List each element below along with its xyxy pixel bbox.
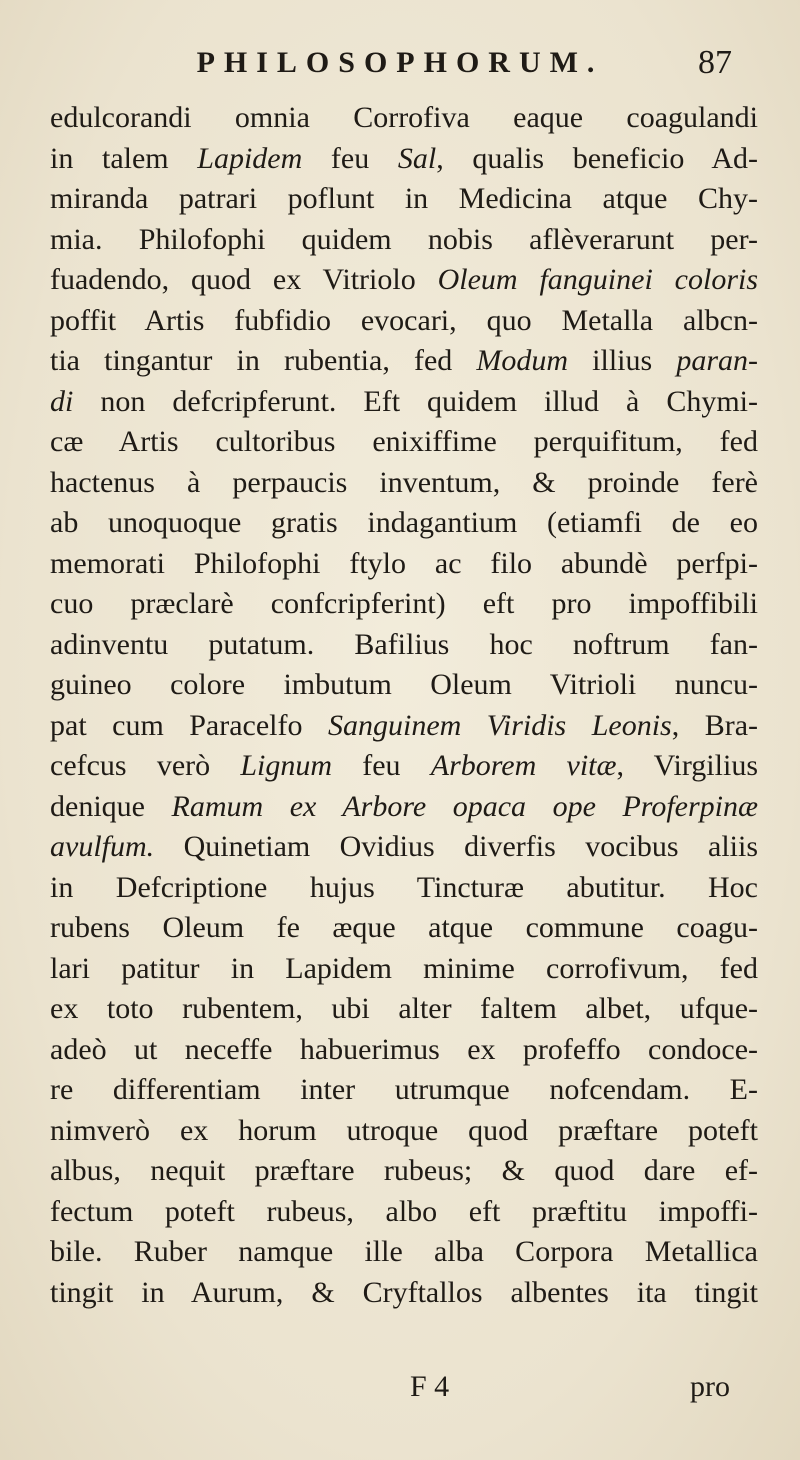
text-segment: miranda patrari poflunt in Medicina atque Chy- [50, 182, 758, 215]
text-segment: mia. Philofophi quidem nobis aflèverarunt per- [50, 222, 758, 256]
text-segment: in Defcriptione hujus Tincturæ abutitur. Hoc [50, 870, 758, 904]
text-segment: re differentiam inter utrumque nofcendam. E- [50, 1073, 758, 1106]
text-segment: rubens Oleum fe æque atque commune coagu- [50, 911, 758, 944]
text-segment: nimverò ex horum utroque quod præftare poteft [50, 1113, 758, 1147]
text-segment: in talem [50, 141, 198, 175]
text-segment: fectum poteft rubeus, albo eft præftitu impoffi- [50, 1194, 758, 1228]
text-segment: albus, nequit præftare rubeus; & quod dare ef- [50, 1154, 758, 1187]
text-line [50, 787, 758, 828]
text-line [50, 544, 758, 585]
text-segment: memorati Philofophi ftylo ac filo abundè perfpi- [50, 546, 758, 580]
text-line [50, 422, 758, 463]
body-text [50, 98, 758, 1313]
text-line [50, 1192, 758, 1233]
text-segment: lari patitur in Lapidem minime corrofivum, fed [50, 951, 758, 985]
italic-segment: Sanguinem Viridis Leonis [327, 708, 672, 742]
text-segment: fuadendo, quod ex Vitriolo [50, 263, 438, 296]
italic-segment: Oleum fanguinei coloris [437, 263, 758, 296]
text-segment: , qualis beneficio Ad- [436, 141, 758, 175]
text-segment: feu [332, 749, 431, 782]
text-segment: , Virgilius [616, 749, 758, 782]
text-segment: hactenus à perpaucis inventum, & proinde ferè [50, 465, 758, 499]
text-line [50, 584, 758, 625]
text-segment: , Bra- [671, 708, 758, 742]
italic-segment: di [50, 384, 74, 418]
text-line [50, 260, 758, 301]
text-line [50, 220, 758, 261]
text-line [50, 1111, 758, 1152]
running-head: PHILOSOPHORUM. [196, 46, 604, 79]
text-line [50, 1070, 758, 1111]
italic-segment: Lapidem [197, 141, 303, 175]
text-segment: tingit in Aurum, & Cryftallos albentes ita tingit [50, 1275, 758, 1309]
italic-segment: paran- [676, 344, 758, 377]
text-line [50, 503, 758, 544]
text-line [50, 868, 758, 909]
text-line [50, 746, 758, 787]
text-line [50, 1232, 758, 1273]
text-segment: edulcorandi omnia Corrofiva eaque coagulandi [50, 101, 758, 134]
text-segment: cefcus verò [50, 749, 241, 782]
italic-segment: Modum [476, 344, 569, 377]
text-line [50, 179, 758, 220]
text-segment: ab unoquoque gratis indagantium (etiamfi de eo [50, 506, 758, 539]
text-line [50, 949, 758, 990]
italic-segment: Ramum ex Arbore opaca ope Proferpinæ [171, 789, 758, 823]
text-line [50, 1273, 758, 1314]
text-segment: bile. Ruber namque ille alba Corpora Metallica [50, 1235, 758, 1268]
text-segment: ex toto rubentem, ubi alter faltem albet, ufque- [50, 992, 758, 1025]
text-line [50, 908, 758, 949]
text-line [50, 301, 758, 342]
text-segment: cæ Artis cultoribus enixiffime perquifitum, fed [50, 425, 758, 458]
text-segment: non defcripferunt. Eft quidem illud à Chymi- [73, 384, 758, 418]
text-segment: illius [568, 344, 677, 377]
italic-segment: avulfum. [50, 830, 155, 863]
text-line [50, 989, 758, 1030]
italic-segment: Sal [397, 141, 437, 175]
text-line [50, 341, 758, 382]
text-line [50, 665, 758, 706]
text-line [50, 463, 758, 504]
text-segment: feu [302, 141, 398, 175]
text-segment: tia tingantur in rubentia, fed [50, 344, 477, 377]
page-footer [0, 1370, 800, 1410]
text-line [50, 827, 758, 868]
text-segment: poffit Artis fubfidio evocari, quo Metalla albcn- [50, 303, 758, 337]
text-line [50, 1030, 758, 1071]
text-line [50, 382, 758, 423]
text-segment: adinventu putatum. Bafilius hoc noftrum fan- [50, 627, 758, 661]
text-segment: guineo colore imbutum Oleum Vitrioli nuncu- [50, 668, 758, 701]
signature-mark: F 4 [410, 1370, 450, 1403]
text-segment: denique [50, 789, 172, 823]
text-segment: Quinetiam Ovidius diverfis vocibus aliis [154, 830, 758, 863]
catchword: pro [690, 1370, 730, 1403]
text-line [50, 139, 758, 180]
italic-segment: Arborem vitæ [430, 749, 617, 782]
text-line [50, 98, 758, 139]
text-line [50, 1151, 758, 1192]
text-line [50, 625, 758, 666]
page-number: 87 [698, 44, 732, 81]
text-line [50, 706, 758, 747]
page-header [0, 46, 800, 96]
text-segment: pat cum Paracelfo [50, 708, 328, 742]
italic-segment: Lignum [240, 749, 333, 782]
text-segment: cuo præclarè confcripferint) eft pro impoffibili [50, 587, 758, 620]
text-segment: adeò ut neceffe habuerimus ex profeffo condoce- [50, 1032, 758, 1066]
